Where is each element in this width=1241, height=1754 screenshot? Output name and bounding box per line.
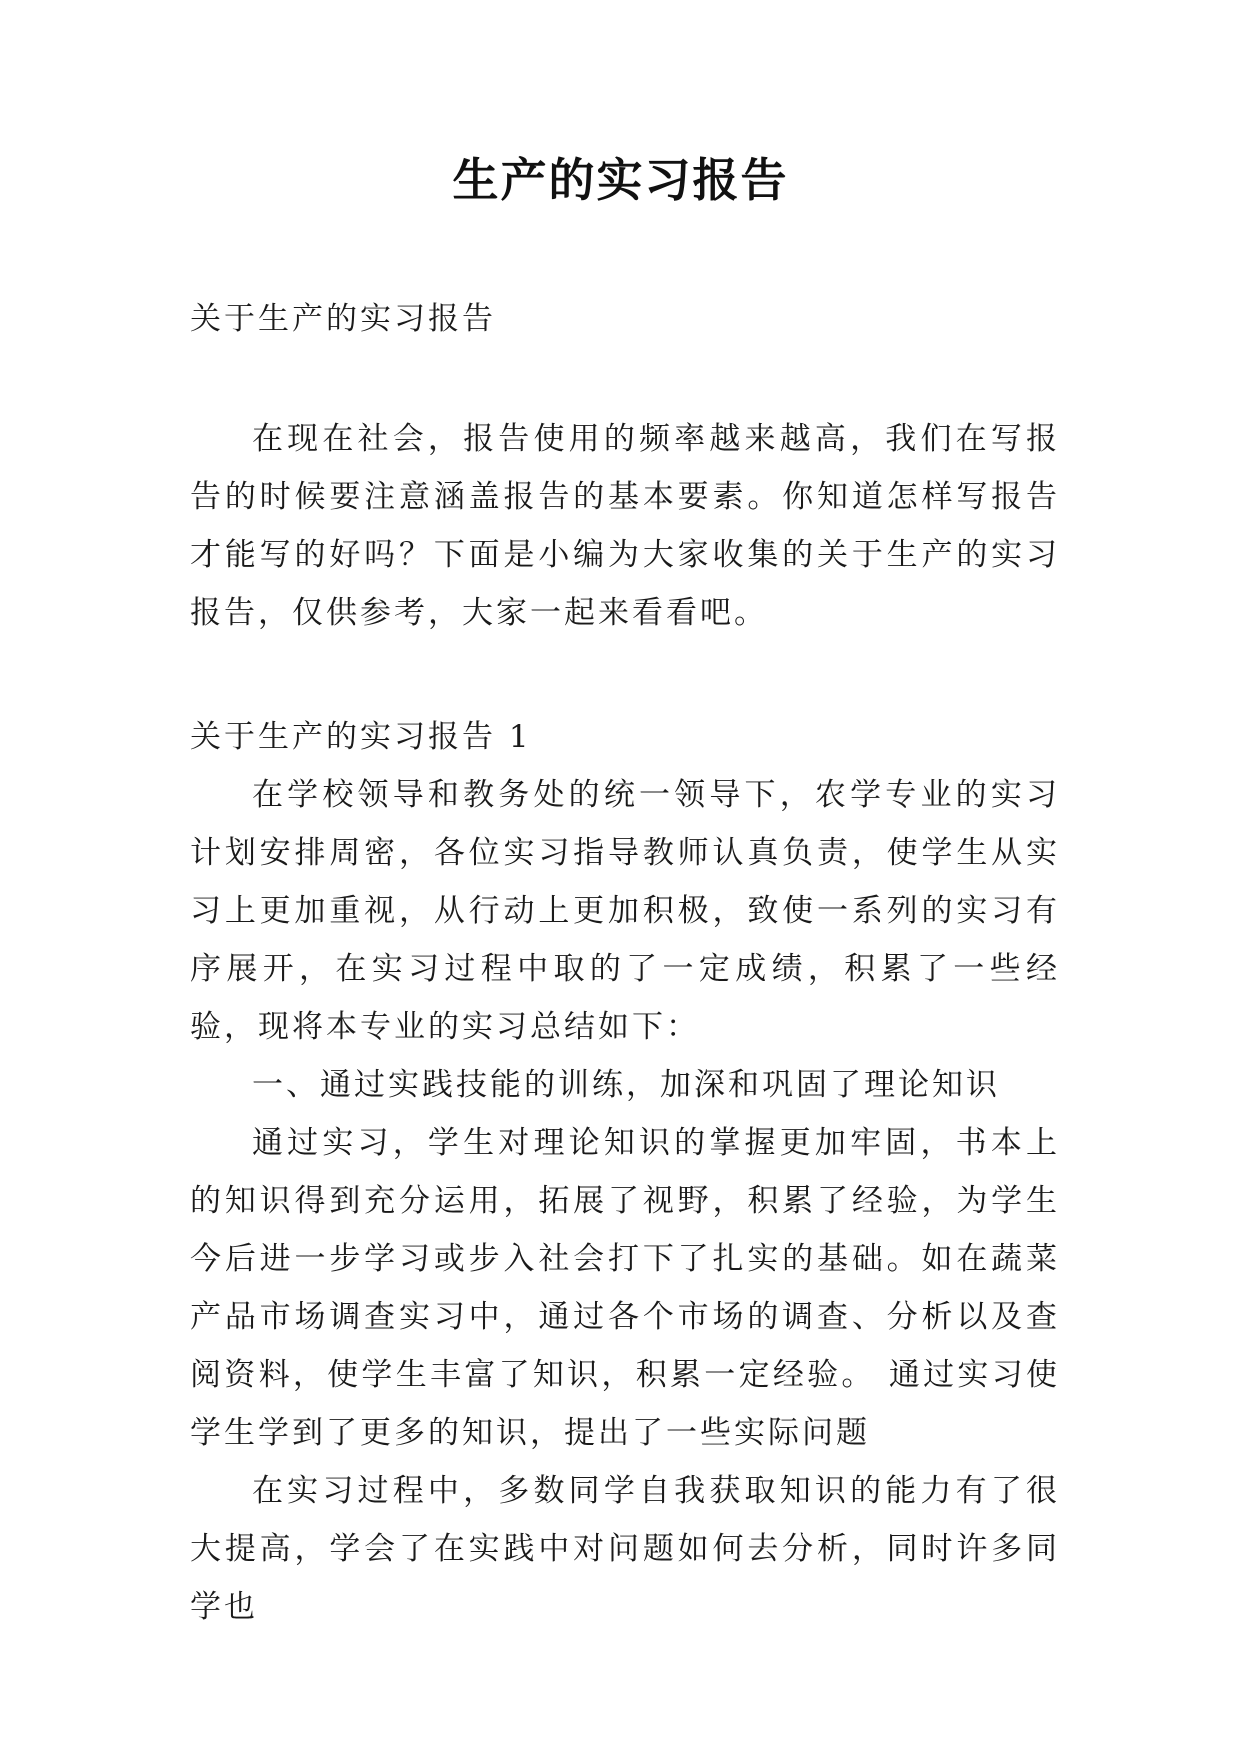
body-paragraph: 在实习过程中，多数同学自我获取知识的能力有了很大提高，学会了在实践中对问题如何去分析，同时许多同学也 — [190, 1473, 1060, 1625]
section-heading: 关于生产的实习报告 1 — [190, 719, 532, 755]
section-subheading: 一、通过实践技能的训练，加深和巩固了理论知识 — [252, 1067, 1000, 1103]
body-paragraph: 通过实习，学生对理论知识的掌握更加牢固，书本上的知识得到充分运用，拓展了视野，积累了经验，为学生今后进一步学习或步入社会打下了扎实的基础。如在蔬菜产品市场调查实习中，通过各个市场的调查、分析以及查阅资料，使学生丰富了知识，积累一定经验。 通过实习使学生学到了更多的知识，提出了一些实际问题 — [190, 1125, 1060, 1451]
document-title: 生产的实习报告 — [452, 153, 789, 207]
spacer — [190, 642, 1060, 708]
body-paragraph: 在学校领导和教务处的统一领导下，农学专业的实习计划安排周密，各位实习指导教师认真负责，使学生从实习上更加重视，从行动上更加积极，致使一系列的实习有序展开，在实习过程中取的了一定成绩，积累了一些经验，现将本专业的实习总结如下： — [190, 777, 1060, 1045]
spacer — [190, 348, 1060, 410]
document-body — [190, 290, 1060, 1636]
intro-paragraph: 在现在社会，报告使用的频率越来越高，我们在写报告的时候要注意涵盖报告的基本要素。你知道怎样写报告才能写的好吗？下面是小编为大家收集的关于生产的实习报告，仅供参考，大家一起来看看吧。 — [190, 421, 1060, 631]
document-subtitle: 关于生产的实习报告 — [190, 301, 496, 337]
